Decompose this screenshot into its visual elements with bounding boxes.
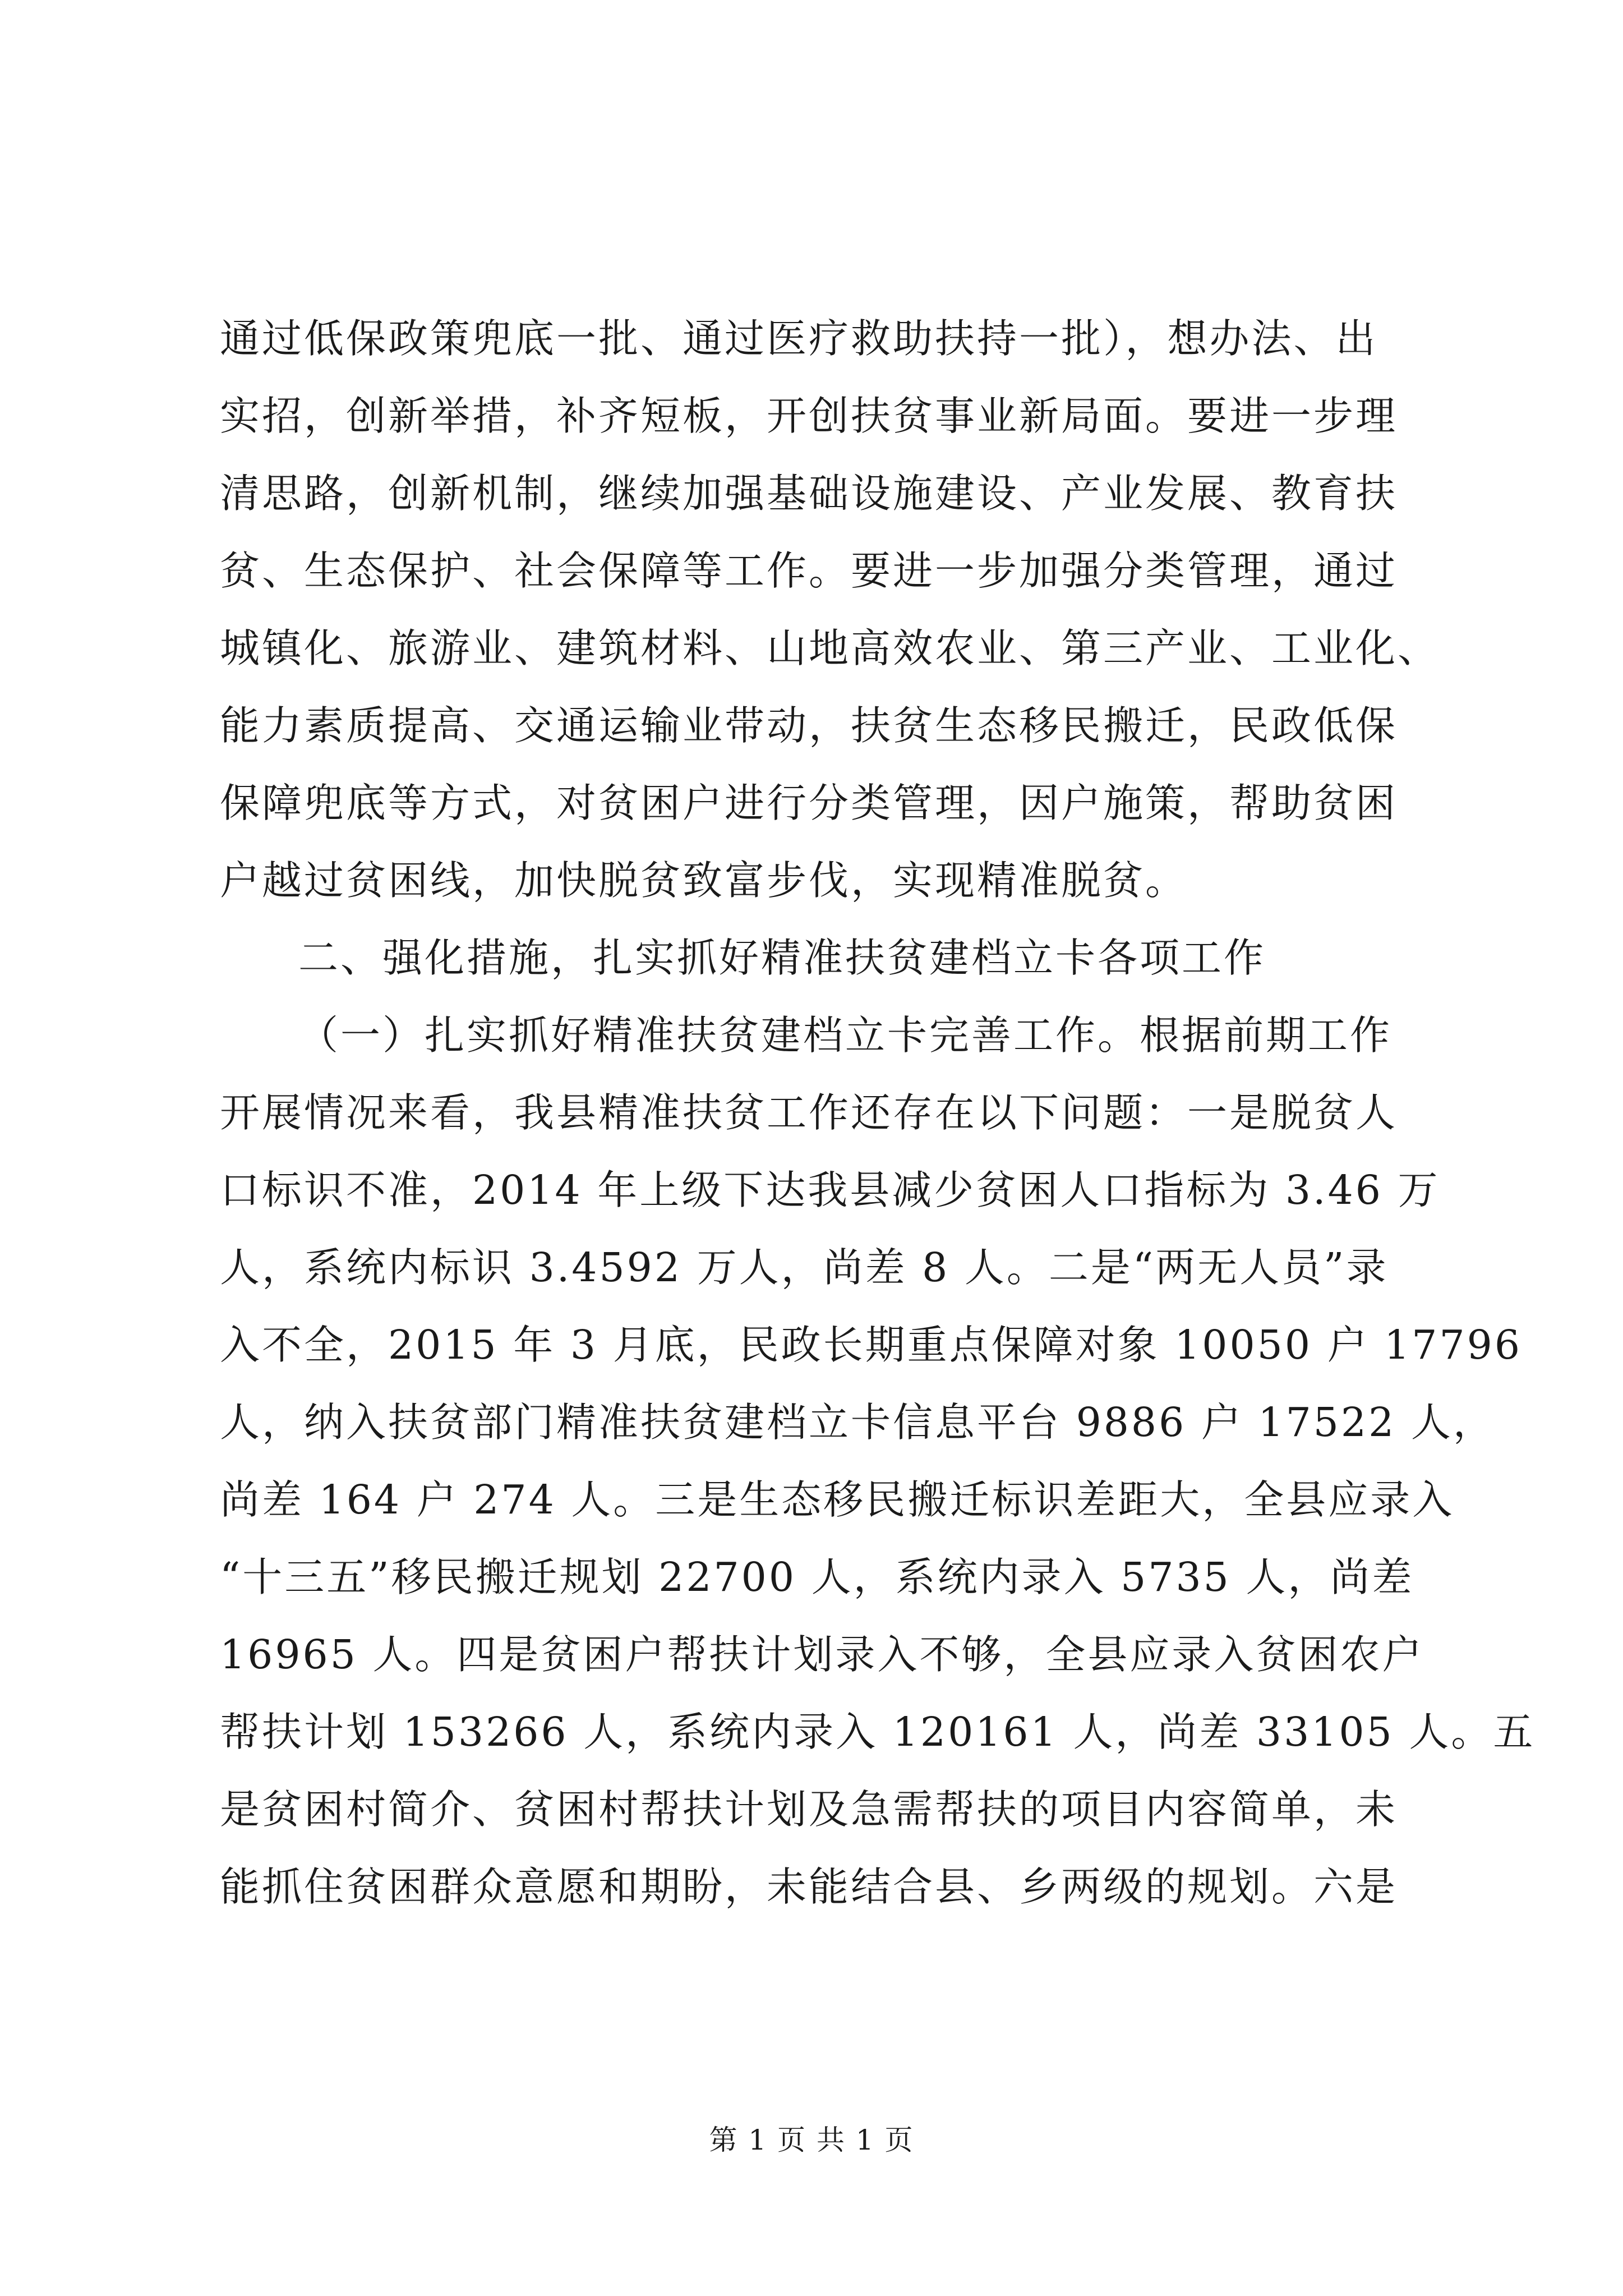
page-footer: 第 1 页 共 1 页 (709, 2124, 914, 2156)
body-line: 实招，创新举措，补齐短板，开创扶贫事业新局面。要进一步理 (220, 393, 1398, 439)
body-line: 清思路，创新机制，继续加强基础设施建设、产业发展、教育扶 (220, 470, 1398, 517)
body-line: 能抓住贫困群众意愿和期盼，未能结合县、乡两级的规划。六是 (220, 1864, 1398, 1910)
section-heading: 二、强化措施，扎实抓好精准扶贫建档立卡各项工作 (298, 935, 1266, 981)
subsection-heading: （一）扎实抓好精准扶贫建档立卡完善工作。根据前期工作 (298, 1012, 1393, 1059)
body-line: 城镇化、旅游业、建筑材料、山地高效农业、第三产业、工业化、 (220, 625, 1440, 671)
body-line: 尚差 164 户 274 人。三是生态移民搬迁标识差距大，全县应录入 (220, 1476, 1455, 1523)
body-line: 开展情况来看，我县精准扶贫工作还存在以下问题：一是脱贫人 (220, 1089, 1398, 1136)
body-line: 是贫困村简介、贫困村帮扶计划及急需帮扶的项目内容简单，未 (220, 1786, 1398, 1833)
body-line: 保障兜底等方式，对贫困户进行分类管理，因户施策，帮助贫困 (220, 780, 1398, 826)
body-line: 人，纳入扶贫部门精准扶贫建档立卡信息平台 9886 户 17522 人， (220, 1399, 1495, 1446)
body-line: 帮扶计划 153266 人，系统内录入 120161 人，尚差 33105 人。五 (220, 1709, 1536, 1755)
body-line: “十三五”移民搬迁规划 22700 人，系统内录入 5735 人，尚差 (220, 1554, 1414, 1600)
body-text (220, 300, 1536, 1926)
body-line: 户越过贫困线，加快脱贫致富步伐，实现精准脱贫。 (220, 857, 1188, 904)
body-line: 人，系统内标识 3.4592 万人，尚差 8 人。二是“两无人员”录 (220, 1244, 1389, 1291)
body-line: 16965 人。四是贫困户帮扶计划录入不够，全县应录入贫困农户 (220, 1631, 1424, 1678)
body-line: 通过低保政策兜底一批、通过医疗救助扶持一批），想办法、出 (220, 315, 1378, 362)
body-line: 能力素质提高、交通运输业带动，扶贫生态移民搬迁，民政低保 (220, 702, 1398, 749)
body-line: 口标识不准，2014 年上级下达我县减少贫困人口指标为 3.46 万 (220, 1167, 1440, 1213)
body-line: 贫、生态保护、社会保障等工作。要进一步加强分类管理，通过 (220, 547, 1398, 594)
body-line: 入不全，2015 年 3 月底，民政长期重点保障对象 10050 户 17796 (220, 1322, 1523, 1368)
